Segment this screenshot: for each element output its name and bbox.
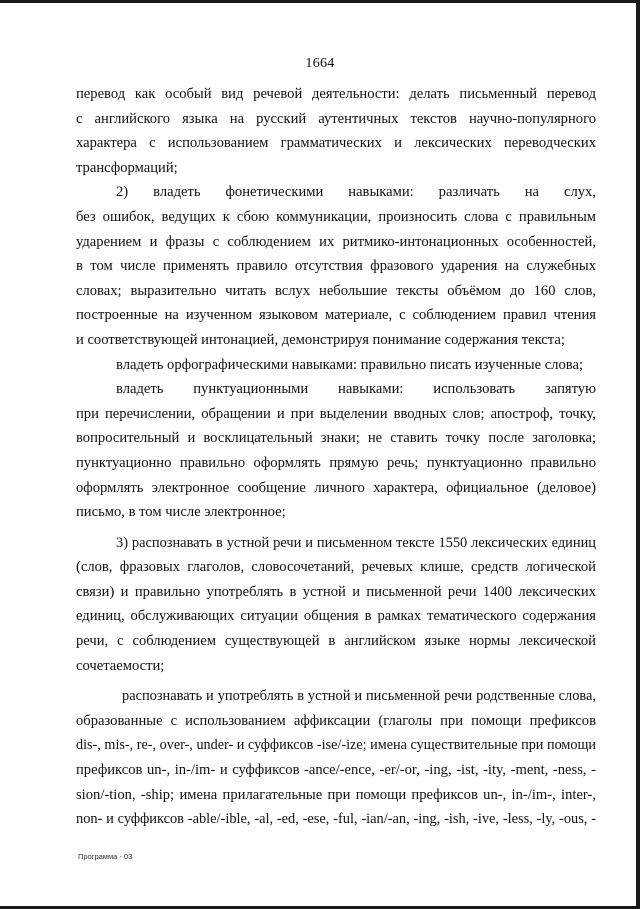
text-line: при перечислении, обращении и при выделении вводных слов; апостроф, точку, <box>76 405 596 422</box>
text-line: письмо, в том числе электронное; <box>76 504 286 521</box>
text-line: 2) владеть фонетическими навыками: различать на слух, <box>116 184 596 201</box>
text-line: перевод как особый вид речевой деятельности: делать письменный перевод <box>76 86 596 102</box>
text-line: распознавать и употреблять в устной и письменной речи родственные слова, <box>122 688 596 705</box>
text-line: трансформаций; <box>76 159 178 176</box>
text-line: и соответствующей интонацией, демонстрируя понимание содержания текста; <box>76 331 565 348</box>
text-line: сочетаемости; <box>76 657 165 674</box>
text-line: единиц, обслуживающих ситуации общения в рамках тематического содержания <box>76 608 596 625</box>
text-line: характера с использованием грамматических и лексических переводческих <box>76 135 596 152</box>
text-line: префиксов un-, in-/im- и суффиксов -ance/-ence, -er/-or, -ing, -ist, -ity, -ment, -ness, - <box>76 762 596 779</box>
page-number: 1664 <box>305 56 335 71</box>
text-line: владеть орфографическими навыками: правильно писать изученные слова; <box>116 356 583 373</box>
text-line: словах; выразительно читать вслух небольшие тексты объёмом до 160 слов, <box>76 282 596 299</box>
text-line: оформлять электронное сообщение личного характера, официальное (деловое) <box>76 479 596 496</box>
text-line: вопросительный и восклицательный знаки; не ставить точку после заголовка; <box>76 430 596 447</box>
text-line: non- и суффиксов -able/-ible, -al, -ed, -ese, -ful, -ian/-an, -ing, -ish, -ive, -less, -ly, -ous, - <box>76 811 596 828</box>
text-line: 3) распознавать в устной речи и письменном тексте 1550 лексических единиц <box>116 534 596 551</box>
scan-edge-right <box>636 0 640 909</box>
text-line: ударением и фразы с соблюдением их ритмико-интонационных особенностей, <box>76 233 596 250</box>
text-line: образованные с использованием аффиксации (глаголы при помощи префиксов <box>76 712 596 729</box>
text-line: владеть пунктуационными навыками: использовать запятую <box>116 381 596 398</box>
text-line: в том числе применять правило отсутствия фразового ударения на служебных <box>76 258 596 275</box>
text-line: связи) и правильно употреблять в устной и письменной речи 1400 лексических <box>76 583 596 600</box>
text-line: (слов, фразовых глаголов, словосочетаний, речевых клише, средств логической <box>76 559 596 576</box>
scan-edge-top <box>0 0 640 3</box>
text-line: sion/-tion, -ship; имена прилагательные при помощи префиксов un-, in-/im-, inter-, <box>76 786 596 803</box>
text-line: без ошибок, ведущих к сбою коммуникации, произносить слова с правильным <box>76 208 596 225</box>
text-line: речи, с соблюдением существующей в английском языке нормы лексической <box>76 633 596 650</box>
page-footer: Программа - 03 <box>78 852 133 861</box>
document-body <box>76 82 596 832</box>
text-line: пунктуационно правильно оформлять прямую речь; пунктуационно правильно <box>76 454 596 471</box>
text-line: с английского языка на русский аутентичных текстов научно-популярного <box>76 110 596 127</box>
text-line: dis-, mis-, re-, over-, under- и суффиксов -ise/-ize; имена существительные при помощи <box>76 737 596 754</box>
text-line: построенные на изученном языковом материале, с соблюдением правил чтения <box>76 307 596 324</box>
